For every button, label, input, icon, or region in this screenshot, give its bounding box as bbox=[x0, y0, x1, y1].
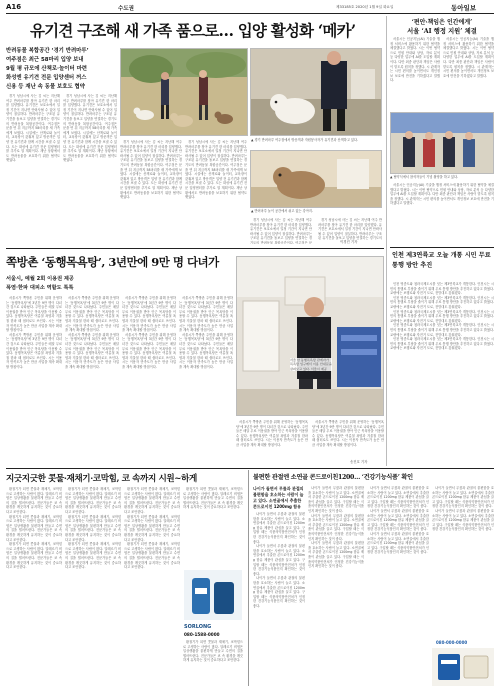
section-divider bbox=[6, 248, 384, 249]
top-story-byline: 이경진 기자 bbox=[340, 240, 358, 244]
top-story-body-col3 bbox=[120, 140, 182, 244]
body-text: 서울시는 인공지능(AI) 기술을 행정 서비스에 활용하기 위한 협약을 체결했다고 밝혔다. 시는 이번 협약으로 민원 안내와 상담, 자료 분석 등 다양한 업무에 AI를 도입할 계획이다. 다만 최종 판단과 책임은 사람이 맡도록 원칙을 정했다. 시 관계자는 시민 편의를 높이면서도 개인정보 보호에 만전을 기하겠다고 말했다. bbox=[390, 37, 440, 83]
second-story-body-col2 bbox=[65, 296, 119, 464]
body-text: 나이가 들면서 무릎과 관절의 불편함을 호소하는 사람이 늘고 있다. 소연골에서 추출한 콘드로이친 1200mg 함유 제품이 관심을 끌고 있다. 구입할 때는 식품의약품안전처가 인정한 건강기능식품인지 확인하는 것이 좋다. bbox=[432, 486, 494, 509]
body-text: 서울시가 쪽방촌 주민을 위해 운영하는 ‘동행목욕탕’에 3년간 9만 명이 다녀간 것으로 나타났다. 주민들은 매달 무료 이용권을 받아 인근 목욕탕을 이용할 수 있다. 동행목욕탕은 여름철 폭염과 겨울철 한파 때 쉼터로도 쓰인다. 시는 이용자 만족도가 높은 만큼 사업을 계속 확대할 방침이다. bbox=[179, 332, 233, 369]
sidebar-divider bbox=[386, 16, 387, 466]
page-number: A16 bbox=[6, 3, 22, 11]
body-text: 서울시가 쪽방촌 주민을 위해 운영하는 ‘동행목욕탕’에 3년간 9만 명이 다녀간 것으로 나타났다. 주민들은 매달 무료 이용권을 받아 인근 목욕탕을 이용할 수 있다. 동행목욕탕은 여름철 폭염과 겨울철 한파 때 쉼터로도 쓰인다. 시는 이용자 만족도가 높은 만큼 사업을 계속 확대할 방침이다. bbox=[179, 296, 233, 333]
sidebar-story2-headline: 인천 제3연륙교 오늘 개통 시민 무료 통행 방안 추진 bbox=[392, 252, 491, 269]
body-text: 환절기가 되면 콧물과 재채기, 코막힘으로 고생하는 사람이 많다. 알레르기 비염은 일상생활을 불편하게 만들고 수면의 질을 떨어뜨린다. 전문가들은 코 속 환경을 깨끗하게 유지하는 것이 중요하다고 조언한다. bbox=[124, 542, 180, 570]
body-text: 인천 영종도와 청라국제도시를 잇는 제3연륙교가 개통한다. 인천시는 시민의 통행료 부담을 줄이기 위해 무료 통행 방안을 추진하고 있다고 밝혔다. 교량에는 보행로와 자전거 도로, 전망대도 갖춰졌다. bbox=[390, 337, 494, 351]
body-text: 나이가 들면서 무릎과 관절의 불편함을 호소하는 사람이 늘고 있다. 소연골에서 추출한 콘드로이친 1200mg 함유 제품이 관심을 끌고 있다. 구입할 때는 식품의약품안전처가 인정한 건강기능식품인지 확인하는 것이 좋다. bbox=[367, 508, 429, 532]
sidebar-body-col2 bbox=[443, 37, 494, 109]
sidebar-photo-caption: ▲ 협약식에서 참석자들이 기념 촬영을 하고 있다. bbox=[390, 175, 459, 179]
paper-name: 동아일보 bbox=[451, 4, 477, 12]
body-text: 환절기가 되면 콧물과 재채기, 코막힘으로 고생하는 사람이 많다. 알레르기 비염은 일상생활을 불편하게 만들고 수면의 질을 떨어뜨린다. 전문가들은 코 속 환경을 깨끗하게 유지하는 것이 중요하다고 조언한다. bbox=[124, 487, 180, 514]
ad-left-headline: 지긋지긋한 콧물·재채기·코막힘, 코 속까지 시원~하게 bbox=[6, 474, 197, 484]
body-text: 나이가 들면서 무릎과 관절의 불편함을 호소하는 사람이 늘고 있다. 소연골에서 추출한 콘드로이친 1200mg 함유 제품이 관심을 끌고 있다. 구입할 때는 식품의약품안전처가 인정한 건강기능식품인지 확인하는 것이 좋다. bbox=[253, 544, 305, 576]
body-text: 서울시가 쪽방촌 주민을 위해 운영하는 ‘동행목욕탕’에 3년간 9만 명이 다녀간 것으로 나타났다. 주민들은 매달 무료 이용권을 받아 인근 목욕탕을 이용할 수 있다. 동행목욕탕은 여름철 폭염과 겨울철 한파 때 쉼터로도 쓰인다. 시는 이용자 만족도가 높은 만큼 사업을 계속 확대할 방침이다. bbox=[65, 296, 119, 333]
body-text: 나이가 들면서 무릎과 관절의 불편함을 호소하는 사람이 늘고 있다. 소연골에서 추출한 콘드로이친 1200mg 함유 제품이 관심을 끌고 있다. 구입할 때는 식품의약품안전처가 인정한 건강기능식품인지 확인하는 것이 좋다. bbox=[308, 541, 364, 569]
body-text: 나이가 들면서 무릎과 관절의 불편함을 호소하는 사람이 늘고 있다. 소연골에서 추출한 콘드로이친 1200mg 함유 제품이 관심을 끌고 있다. 구입할 때는 식품의약품안전처가 인정한 건강기능식품인지 확인하는 것이 좋다. bbox=[308, 513, 364, 541]
top-story-body-col6 bbox=[318, 218, 382, 240]
ad-left-body-col5 bbox=[183, 640, 243, 685]
second-story-body-col4 bbox=[179, 296, 233, 464]
top-story-body-col1 bbox=[6, 94, 60, 244]
body-text: 환절기가 되면 콧물과 재채기, 코막힘으로 고생하는 사람이 많다. 알레르기 비염은 일상생활을 불편하게 만들고 수면의 질을 떨어뜨린다. 전문가들은 코 속 환경을 깨끗하게 유지하는 것이 중요하다고 조언한다. bbox=[6, 487, 62, 514]
sidebar-story2-body bbox=[390, 282, 494, 462]
top-story-headline: 유기견 구조해 새 가족 품으로… 입양 활성화 ‘메카’ bbox=[30, 21, 356, 40]
body-text: 경기 성남시에 사는 김 씨는 지난해 여주 반려마루를 찾아 유기견 한 마리를 입양했다. 유기견은 보호소에서 일정 기간이 지나면 안락사될 수 있어 입양이 절실하다. 반려마루는 구조된 유기견을 돌보고 입양을 연결하는 경기도의 반려동물 복합공간이다. 여주점은 문을 연 뒤 지금까지 58마리를 새 가족에게 보냈다. 시설에는 산책로와 놀이터, 교육장이 갖춰져 있고 방문객은 입양 전 유기견과 함께 시간을 보낼 수 있다. 도는 화성에 유기견 전문 입양센터를 추가로 열 계획이다. 재난 상황에서도 반려동물을 보호하기 위한 협약도 맺었다. bbox=[6, 94, 60, 163]
second-story-headline: 쪽방촌 ‘동행목욕탕’, 3년만에 9만 명 다녀가 bbox=[6, 255, 219, 269]
ad-right-body-col2 bbox=[308, 486, 364, 686]
puppy-photo bbox=[250, 150, 382, 208]
ad-right-subheads bbox=[253, 486, 305, 510]
ad-right-body-col1 bbox=[253, 512, 305, 686]
second-story-body-col5 bbox=[236, 420, 308, 464]
sidebar-body-col1 bbox=[390, 37, 440, 109]
body-text: 서울시가 쪽방촌 주민을 위해 운영하는 ‘동행목욕탕’에 3년간 9만 명이 다녀간 것으로 나타났다. 주민들은 매달 무료 이용권을 받아 인근 목욕탕을 이용할 수 있다. 동행목욕탕은 여름철 폭염과 겨울철 한파 때 쉼터로도 쓰인다. 시는 이용자 만족도가 높은 만큼 사업을 계속 확대할 방침이다. bbox=[236, 420, 308, 447]
ad-right-body-col4 bbox=[432, 486, 494, 646]
body-text: 경기 성남시에 사는 김 씨는 지난해 여주 반려마루를 찾아 유기견 한 마리를 입양했다. 유기견은 보호소에서 일정 기간이 지나면 안락사될 수 있어 입양이 절실하다. 반려마루는 구조된 유기견을 돌보고 입양을 연결하는 경기도의 반려동물 복합공간이다. 여주점은 문을 연 뒤 지금까지 58마리를 새 가족에게 보냈다. 시설에는 산책로와 놀이터, 교육장이 갖춰져 있고 방문객은 입양 전 유기견과 함께 시간을 보낼 수 있다. 도는 화성에 유기견 전문 입양센터를 추가로 열 계획이다. 재난 상황에서도 반려동물을 보호하기 위한 협약도 맺었다. bbox=[185, 140, 247, 200]
body-text: 환절기가 되면 콧물과 재채기, 코막힘으로 고생하는 사람이 많다. 알레르기 비염은 일상생활을 불편하게 만들고 수면의 질을 떨어뜨린다. 전문가들은 코 속 환경을 깨끗하게 유지하는 것이 중요하다고 조언한다. bbox=[124, 514, 180, 542]
ad-left-phone: 080-1588-0000 bbox=[184, 632, 220, 637]
ad-left-brand: SORLONG bbox=[184, 624, 212, 630]
body-text: 경기 성남시에 사는 김 씨는 지난해 여주 반려마루를 찾아 유기견 한 마리를 입양했다. 유기견은 보호소에서 일정 기간이 지나면 안락사될 수 있어 입양이 절실하다. 반려마루는 구조된 유기견을 돌보고 입양을 연결하는 경기도의 반려동물 복합공간이다. 여주점은 문 bbox=[250, 218, 312, 244]
subhead: 9월 평 규모에 산책로·놀이터 마련 bbox=[6, 66, 88, 72]
ad-right-subhead: 나이가 들면서 무릎과 관절의 불편함을 호소하는 사람이 늘고 있다. 소연골에서 추출한 콘드로이친 1200mg 함유 bbox=[253, 486, 304, 509]
dog-walk-caption: ▲ 경기 반려마루 여주점에서 방문객과 자원봉사자가 유기견과 산책하고 있다. bbox=[251, 138, 359, 142]
ad-right-product-image bbox=[432, 648, 494, 686]
puppy-caption: ▲ 반려마루 놀이 공간에서 쉬고 있는 강아지. bbox=[251, 209, 313, 213]
date-line: 제33185호 2020년 1월 9일 화요일 bbox=[336, 4, 394, 9]
ad-right-body-col3 bbox=[367, 486, 429, 686]
body-text: 환절기가 되면 콧물과 재채기, 코막힘으로 고생하는 사람이 많다. 알레르기 비염은 일상생활을 불편하게 만들고 수면의 질을 떨어뜨린다. 전문가들은 코 속 환경을 깨끗하게 유지하는 것이 중요하다고 조언한다. bbox=[65, 542, 121, 570]
sidebar-kicker: ‘편안·책임은 인간에게’ bbox=[411, 19, 473, 26]
subhead: 폭염·한파 대피소 역할도 톡톡 bbox=[6, 285, 74, 291]
body-text: 서울시가 쪽방촌 주민을 위해 운영하는 ‘동행목욕탕’에 3년간 9만 명이 다녀간 것으로 나타났다. 주민들은 매달 무료 이용권을 받아 인근 목욕탕을 이용할 수 있다. 동행목욕탕은 여름철 폭염과 겨울철 한파 때 쉼터로도 쓰인다. 시는 이용자 만족도가 높은 만큼 사업을 계속 확대할 방침이다. bbox=[6, 332, 62, 369]
body-text: 서울시가 쪽방촌 주민을 위해 운영하는 ‘동행목욕탕’에 3년간 9만 명이 다녀간 것으로 나타났다. 주민들은 매달 무료 이용권을 받아 인근 목욕탕을 이용할 수 있다. 동행목욕탕은 여름철 폭염과 겨울철 한파 때 쉼터로도 쓰인다. 시는 이용자 만족도가 높은 만큼 사업을 계속 확대할 방침이다. bbox=[65, 332, 119, 369]
sidebar-rule bbox=[390, 247, 494, 248]
body-text: 나이가 들면서 무릎과 관절의 불편함을 호소하는 사람이 늘고 있다. 소연골에서 추출한 콘드로이친 1200mg 함유 제품이 관심을 끌고 있다. 구입할 때는 식품의약품안전처가 인정한 건강기능식품인지 확인하는 것이 좋다. bbox=[253, 576, 305, 608]
body-text: 경기 성남시에 사는 김 씨는 지난해 여주 반려마루를 찾아 유기견 한 마리를 입양했다. 유기견은 보호소에서 일정 기간이 지나면 안락사될 수 있어 입양이 절실하다. 반려마루는 구조된 유기견을 돌보고 입양을 연결하는 경기도의 bbox=[318, 218, 382, 240]
sidebar-body-col3 bbox=[390, 183, 494, 245]
body-text: 나이가 들면서 무릎과 관절의 불편함을 호소하는 사람이 늘고 있다. 소연골에서 추출한 콘드로이친 1200mg 함유 제품이 관심을 끌고 있다. 구입할 때는 식품의약품안전처가 인정한 건강기능식품인지 확인하는 것이 좋다. bbox=[253, 512, 305, 544]
second-story-body-col1 bbox=[6, 296, 62, 464]
ad-left-body-col2 bbox=[65, 487, 121, 685]
ad-left-body-col3 bbox=[124, 487, 180, 685]
ad-divider bbox=[248, 470, 249, 686]
body-text: 인천 영종도와 청라국제도시를 잇는 제3연륙교가 개통한다. 인천시는 시민의 통행료 부담을 줄이기 위해 무료 통행 방안을 추진하고 있다고 밝혔다. 교량에는 보행로와 자전거 도로, 전망대도 갖춰졌다. bbox=[390, 309, 494, 323]
bathhouse-caption: 서울 한 동행목욕탕 관계자가 목욕탕 입구에서 이용 안내문을 살펴보고 있다. 서울시 제공 bbox=[290, 358, 332, 371]
ad-right-phone: 080-000-0000 bbox=[436, 640, 468, 645]
top-story-body-col2 bbox=[63, 94, 117, 244]
body-text: 나이가 들면서 무릎과 관절의 불편함을 호소하는 사람이 늘고 있다. 소연골에서 추출한 콘드로이친 1200mg 함유 제품이 관심을 끌고 있다. 구입할 때는 식품의약품안전처가 인정한 건강기능식품인지 확인하는 것이 좋다. bbox=[308, 486, 364, 513]
body-text: 서울시가 쪽방촌 주민을 위해 운영하는 ‘동행목욕탕’에 3년간 9만 명이 다녀간 것으로 나타났다. 주민들은 매달 무료 이용권을 받아 인근 목욕탕을 이용할 수 있다. 동행목욕탕은 여름철 폭염과 겨울철 한파 때 쉼터로도 쓰인다. 시는 이용자 만족도가 높은 만큼 사업을 계속 확대할 방침이다. bbox=[312, 420, 384, 447]
subhead: 신용 등 재난 속 동물 보호도 협약 bbox=[6, 84, 85, 90]
body-text: 나이가 들면서 무릎과 관절의 불편함을 호소하는 사람이 늘고 있다. 소연골에서 추출한 콘드로이친 1200mg 함유 제품이 관심을 끌고 있다. 구입할 때는 식품의약품안전처가 인정한 건강기능식품인지 확인하는 것이 좋다. bbox=[432, 508, 494, 532]
body-text: 서울시는 인공지능(AI) 기술을 행정 서비스에 활용하기 위한 협약을 체결했다고 밝혔다. 시는 이번 협약으로 민원 안내와 상담, 자료 분석 등 다양한 업무에 AI를 도입할 계획이다. 다만 최종 판단과 책임은 사람이 맡도록 원칙을 정했다. 시 관계자는 시민 편의를 높이면서도 개인정보 보호에 만전을 기하겠다고 말했다. bbox=[390, 183, 494, 206]
body-text: 환절기가 되면 콧물과 재채기, 코막힘으로 고생하는 사람이 많다. 알레르기 비염은 일상생활을 불편하게 만들고 수면의 질을 떨어뜨린다. 전문가들은 코 속 환경을 깨끗하게 유지하는 것이 중요하다고 조언한다. bbox=[183, 487, 243, 510]
second-story-subheads bbox=[6, 275, 98, 293]
ad-left-body-col4 bbox=[183, 487, 243, 567]
subhead: 화성엔 유기견 전문 입양센터 꺼스 bbox=[6, 75, 87, 81]
body-text: 환절기가 되면 콧물과 재채기, 코막힘으로 고생하는 사람이 많다. 알레르기 비염은 일상생활을 불편하게 만들고 수면의 질을 떨어뜨린다. 전문가들은 코 속 환경을 깨끗하게 유지하는 것이 중요하다고 조언한다. bbox=[183, 640, 243, 663]
subhead: 서울시, 예월 2회 이용권 제공 bbox=[6, 276, 74, 282]
body-text: 서울시가 쪽방촌 주민을 위해 운영하는 ‘동행목욕탕’에 3년간 9만 명이 다녀간 것으로 나타났다. 주민들은 매달 무료 이용권을 받아 인근 목욕탕을 이용할 수 있다. 동행목욕탕은 여름철 폭염과 겨울철 한파 때 쉼터로도 쓰인다. 시는 이용자 만족도가 높은 만큼 사업을 계속 확대할 방침이다. bbox=[122, 332, 176, 369]
dog-walk-photo bbox=[120, 48, 248, 136]
header-rule bbox=[6, 13, 494, 14]
body-text: 환절기가 되면 콧물과 재채기, 코막힘으로 고생하는 사람이 많다. 알레르기 비염은 일상생활을 불편하게 만들고 수면의 질을 떨어뜨린다. 전문가들은 코 속 환경을 깨끗하게 유지하는 것이 중요하다고 조언한다. bbox=[6, 542, 62, 570]
ad-left-body-col1 bbox=[6, 487, 62, 685]
body-text: 인천 영종도와 청라국제도시를 잇는 제3연륙교가 개통한다. 인천시는 시민의 통행료 부담을 줄이기 위해 무료 통행 방안을 추진하고 있다고 밝혔다. 교량에는 보행로와 자전거 도로, 전망대도 갖춰졌다. bbox=[390, 323, 494, 337]
body-text: 환절기가 되면 콧물과 재채기, 코막힘으로 고생하는 사람이 많다. 알레르기 비염은 일상생활을 불편하게 만들고 수면의 질을 떨어뜨린다. 전문가들은 코 속 환경을 깨끗하게 유지하는 것이 중요하다고 조언한다. bbox=[65, 514, 121, 542]
top-story-body-col4 bbox=[185, 140, 247, 244]
body-text: 인천 영종도와 청라국제도시를 잇는 제3연륙교가 개통한다. 인천시는 시민의 통행료 부담을 줄이기 위해 무료 통행 방안을 추진하고 있다고 밝혔다. 교량에는 보행로와 자전거 도로, 전망대도 갖춰졌다. bbox=[390, 282, 494, 296]
top-story-body-col5 bbox=[250, 218, 312, 244]
second-story-body-col3 bbox=[122, 296, 176, 464]
body-text: 환절기가 되면 콧물과 재채기, 코막힘으로 고생하는 사람이 많다. 알레르기 비염은 일상생활을 불편하게 만들고 수면의 질을 떨어뜨린다. 전문가들은 코 속 환경을 깨끗하게 유지하는 것이 중요하다고 조언한다. bbox=[6, 514, 62, 542]
dog-adoption-photo bbox=[250, 48, 382, 136]
sidebar-photo bbox=[390, 112, 494, 174]
body-text: 인천 영종도와 청라국제도시를 잇는 제3연륙교가 개통한다. 인천시는 시민의 통행료 부담을 줄이기 위해 무료 통행 방안을 추진하고 있다고 밝혔다. 교량에는 보행로와 자전거 도로, 전망대도 갖춰졌다. bbox=[390, 295, 494, 309]
body-text: 서울시가 쪽방촌 주민을 위해 운영하는 ‘동행목욕탕’에 3년간 9만 명이 다녀간 것으로 나타났다. 주민들은 매달 무료 이용권을 받아 인근 목욕탕을 이용할 수 있다. 동행목욕탕은 여름철 폭염과 겨울철 한파 때 쉼터로도 쓰인다. 시는 이용자 만족도가 높은 만큼 사업을 계속 확대할 방침이다. bbox=[122, 296, 176, 333]
body-text: 서울시가 쪽방촌 주민을 위해 운영하는 ‘동행목욕탕’에 3년간 9만 명이 다녀간 것으로 나타났다. 주민들은 매달 무료 이용권을 받아 인근 목욕탕을 이용할 수 있다. 동행목욕탕은 여름철 폭염과 겨울철 한파 때 쉼터로도 쓰인다. 시는 이용자 만족도가 높은 만큼 사업을 계속 확대할 방침이다. bbox=[6, 296, 62, 333]
ad-rule bbox=[6, 468, 494, 469]
ad-left-product-image bbox=[184, 570, 242, 620]
ad-right-headline: 불편한 관절엔 소연골 콘드로이친1200… ‘건강기능식품’ 확인 bbox=[253, 474, 413, 481]
bathhouse-photo bbox=[236, 256, 384, 416]
top-story-subheads bbox=[6, 47, 116, 92]
body-text: 환절기가 되면 콧물과 재채기, 코막힘으로 고생하는 사람이 많다. 알레르기 비염은 일상생활을 불편하게 만들고 수면의 질을 떨어뜨린다. 전문가들은 코 속 환경을 깨끗하게 유지하는 것이 중요하다고 조언한다. bbox=[65, 487, 121, 514]
body-text: 나이가 들면서 무릎과 관절의 불편함을 호소하는 사람이 늘고 있다. 소연골에서 추출한 콘드로이친 1200mg 함유 제품이 관심을 끌고 있다. 구입할 때는 식품의약품안전처가 인정한 건강기능식품인지 확인하는 것이 좋다. bbox=[367, 531, 429, 555]
second-story-body-col6 bbox=[312, 420, 384, 460]
body-text: 경기 성남시에 사는 김 씨는 지난해 여주 반려마루를 찾아 유기견 한 마리를 입양했다. 유기견은 보호소에서 일정 기간이 지나면 안락사될 수 있어 입양이 절실하다. 반려마루는 구조된 유기견을 돌보고 입양을 연결하는 경기도의 반려동물 복합공간이다. 여주점은 문을 연 뒤 지금까지 58마리를 새 가족에게 보냈다. 시설에는 산책로와 놀이터, 교육장이 갖춰져 있고 방문객은 입양 전 유기견과 함께 시간을 보낼 수 있다. 도는 화성에 유기견 전문 입양센터를 추가로 열 계획이다. 재난 상황에서도 반려동물을 보호하기 위한 협약도 맺었다. bbox=[63, 94, 117, 163]
subhead: 반려동물 복합공간 ‘경기 반려마루’ bbox=[6, 48, 89, 54]
section-name: 수도권 bbox=[118, 5, 134, 12]
body-text: 나이가 들면서 무릎과 관절의 불편함을 호소하는 사람이 늘고 있다. 소연골에서 추출한 콘드로이친 1200mg 함유 제품이 관심을 끌고 있다. 구입할 때는 식품의약품안전처가 인정한 건강기능식품인지 확인하는 것이 좋다. bbox=[367, 486, 429, 509]
subhead: 여주점은 최근 58마리 입양 보내 bbox=[6, 57, 84, 63]
body-text: 서울시는 인공지능(AI) 기술을 행정 서비스에 활용하기 위한 협약을 체결했다고 밝혔다. 시는 이번 협약으로 민원 안내와 상담, 자료 분석 등 다양한 업무에 AI를 도입할 계획이다. 다만 최종 판단과 책임은 사람이 맡도록 원칙을 정했다. 시 관계자는 시민 편의를 높이면서도 개인정보 보호에 만전을 기하겠다고 말했다. bbox=[443, 37, 494, 78]
body-text: 경기 성남시에 사는 김 씨는 지난해 여주 반려마루를 찾아 유기견 한 마리를 입양했다. 유기견은 보호소에서 일정 기간이 지나면 안락사될 수 있어 입양이 절실하다. 반려마루는 구조된 유기견을 돌보고 입양을 연결하는 경기도의 반려동물 복합공간이다. 여주점은 문을 연 뒤 지금까지 58마리를 새 가족에게 보냈다. 시설에는 산책로와 놀이터, 교육장이 갖춰져 있고 방문객은 입양 전 유기견과 함께 시간을 보낼 수 있다. 도는 화성에 유기견 전문 입양센터를 추가로 열 계획이다. 재난 상황에서도 반려동물을 보호하기 위한 협약도 맺었다. bbox=[120, 140, 182, 200]
sidebar-headline: 서울 ‘AI 행정 지원’ 체결 bbox=[407, 28, 477, 35]
second-story-byline: 송진호 기자 bbox=[350, 460, 368, 464]
page-header bbox=[6, 3, 494, 13]
